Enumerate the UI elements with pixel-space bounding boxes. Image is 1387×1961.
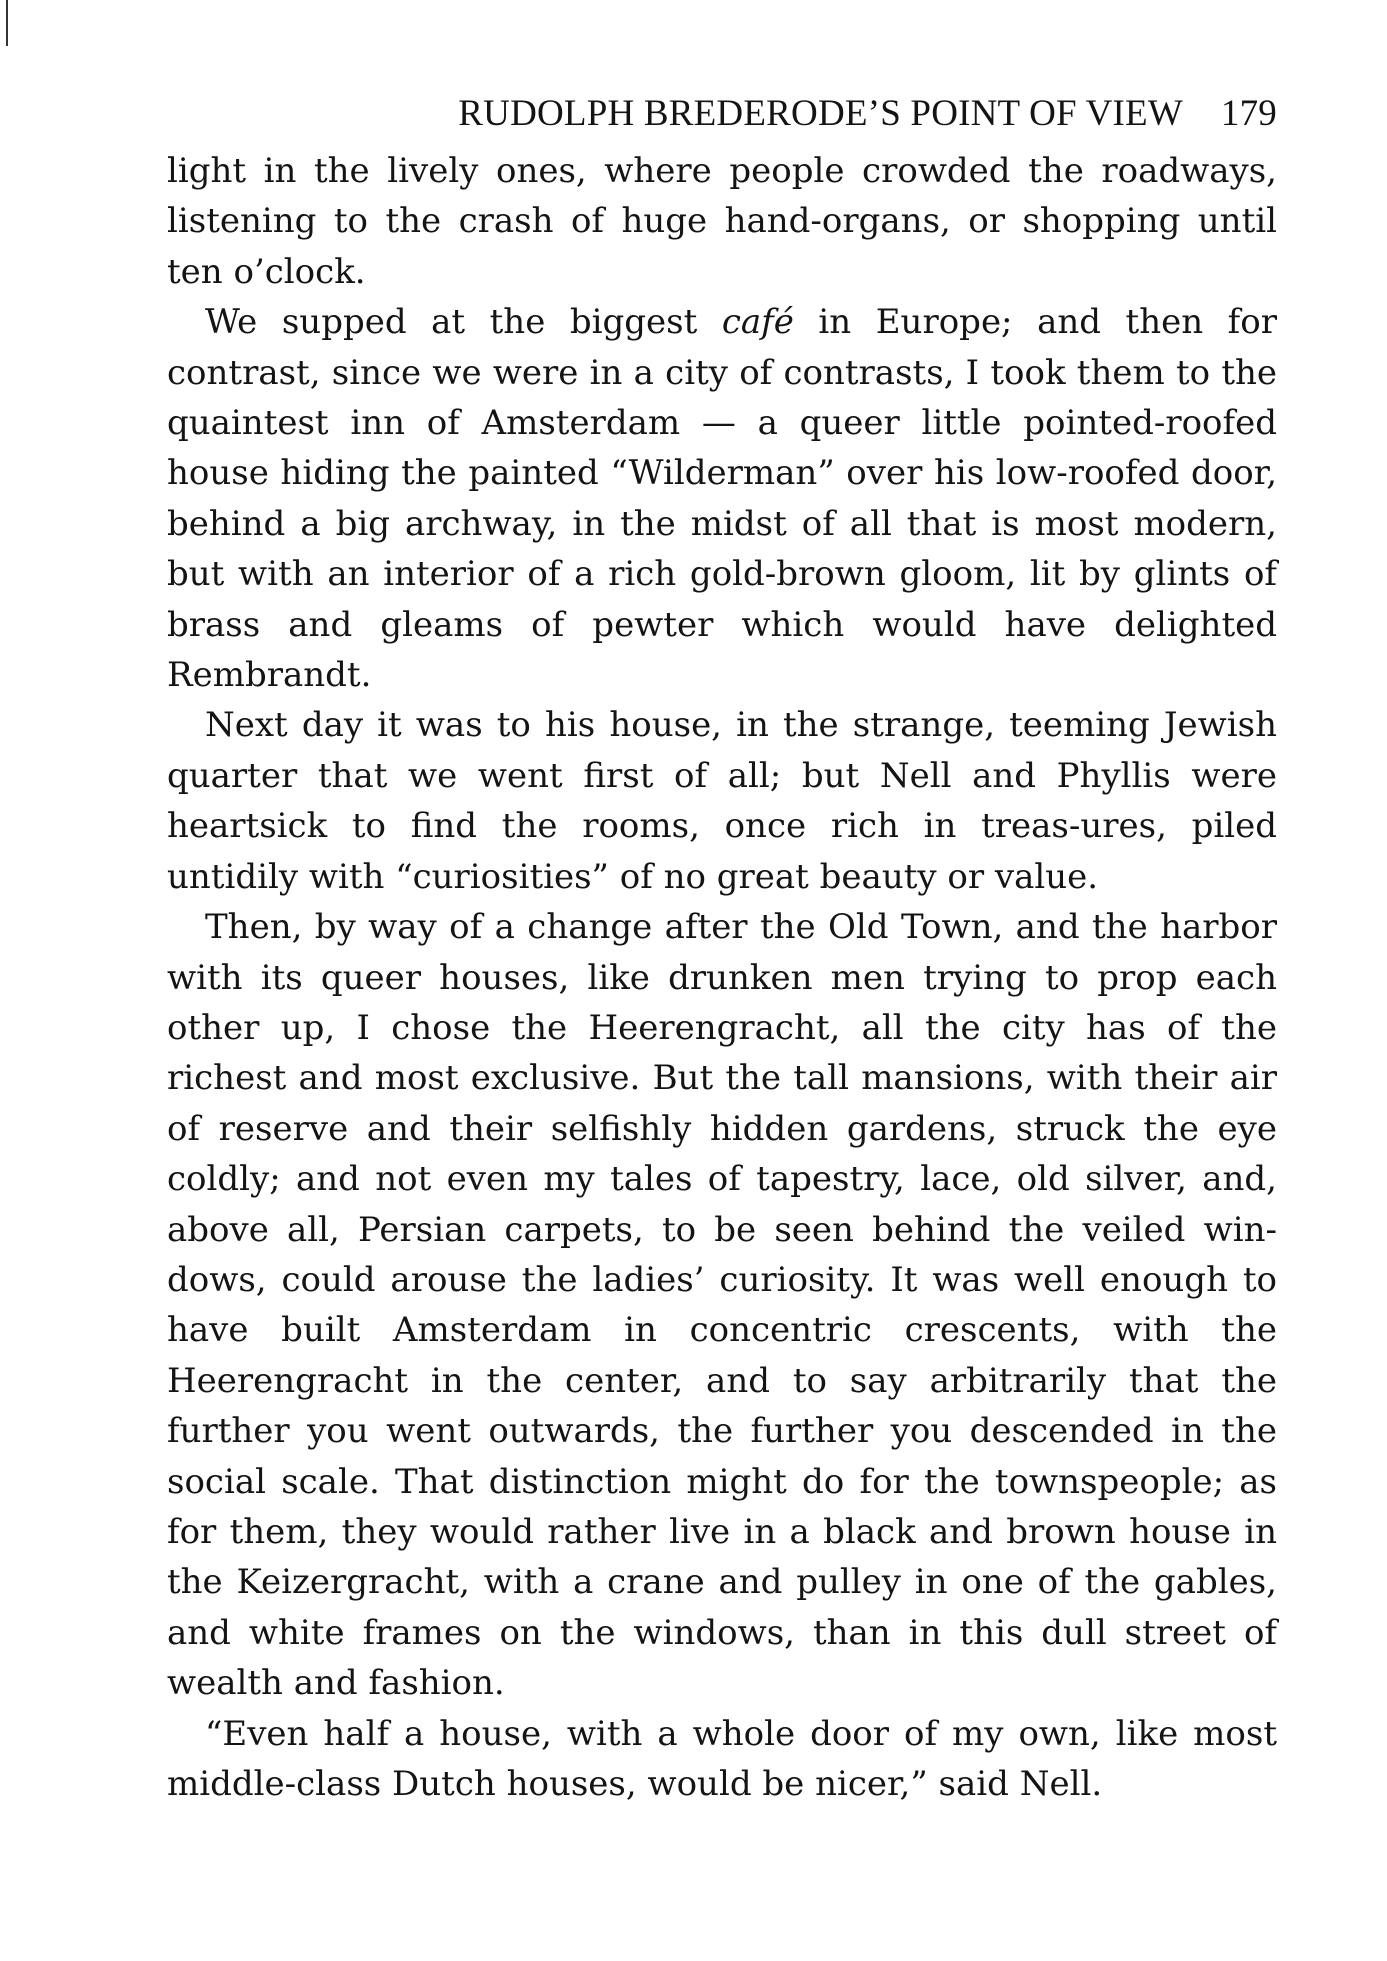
- paragraph-3: [167, 700, 1277, 902]
- paragraph-4: [167, 902, 1277, 1709]
- paragraph-1: [167, 146, 1277, 297]
- running-head: [167, 88, 1277, 140]
- paragraph-5-text: “Even half a house, with a whole door of my own, like most middle-class Dutch houses, would be nicer,” said Nell.: [167, 1713, 1277, 1804]
- paragraph-2: [167, 297, 1277, 700]
- body-text: [167, 146, 1277, 1809]
- paragraph-2-before: We supped at the biggest: [205, 302, 722, 343]
- paragraph-1-text: light in the lively ones, where people crowded the roadways, listening to the crash of huge hand-organs, or shopping until ten o’clock.: [167, 151, 1277, 292]
- paragraph-3-text: Next day it was to his house, in the strange, teeming Jewish quarter that we went first of all; but Nell and Phyllis were heartsick to find the rooms, once rich in treas-ures, piled untidily with “curiosities” of no great beauty or value.: [167, 705, 1277, 897]
- paragraph-2-italic-word: café: [721, 302, 794, 343]
- paragraph-4-text: Then, by way of a change after the Old Town, and the harbor with its queer houses, like drunken men trying to prop each other up, I chose the Heerengracht, all the city has of the richest and most exclusive. But the tall mansions, with their air of reserve and their selfishly hidden gardens, struck the eye coldly; and not even my tales of tapestry, lace, old silver, and, above all, Persian carpets, to be seen behind the veiled win-dows, could arouse the ladies’ curiosity. It was well enough to have built Amsterdam in concentric crescents, with the Heerengracht in the center, and to say arbitrarily that the further you went outwards, the further you descended in the social scale. That distinction might do for the townspeople; as for them, they would rather live in a black and brown house in the Keizergracht, with a crane and pulley in one of the gables, and white frames on the windows, than in this dull street of wealth and fashion.: [167, 907, 1277, 1704]
- paragraph-5: [167, 1709, 1277, 1810]
- page-number: 179: [1220, 93, 1277, 134]
- running-title: RUDOLPH BREDERODE’S POINT OF VIEW: [458, 93, 1183, 134]
- paragraph-2-after: in Europe; and then for contrast, since we were in a city of contrasts, I took them to the quaintest inn of Amsterdam — a queer little pointed-roofed house hiding the painted “Wilderman” over his low-roofed door, behind a big archway, in the midst of all that is most modern, but with an interior of a rich gold-brown gloom, lit by glints of brass and gleams of pewter which would have delighted Rembrandt.: [167, 302, 1277, 696]
